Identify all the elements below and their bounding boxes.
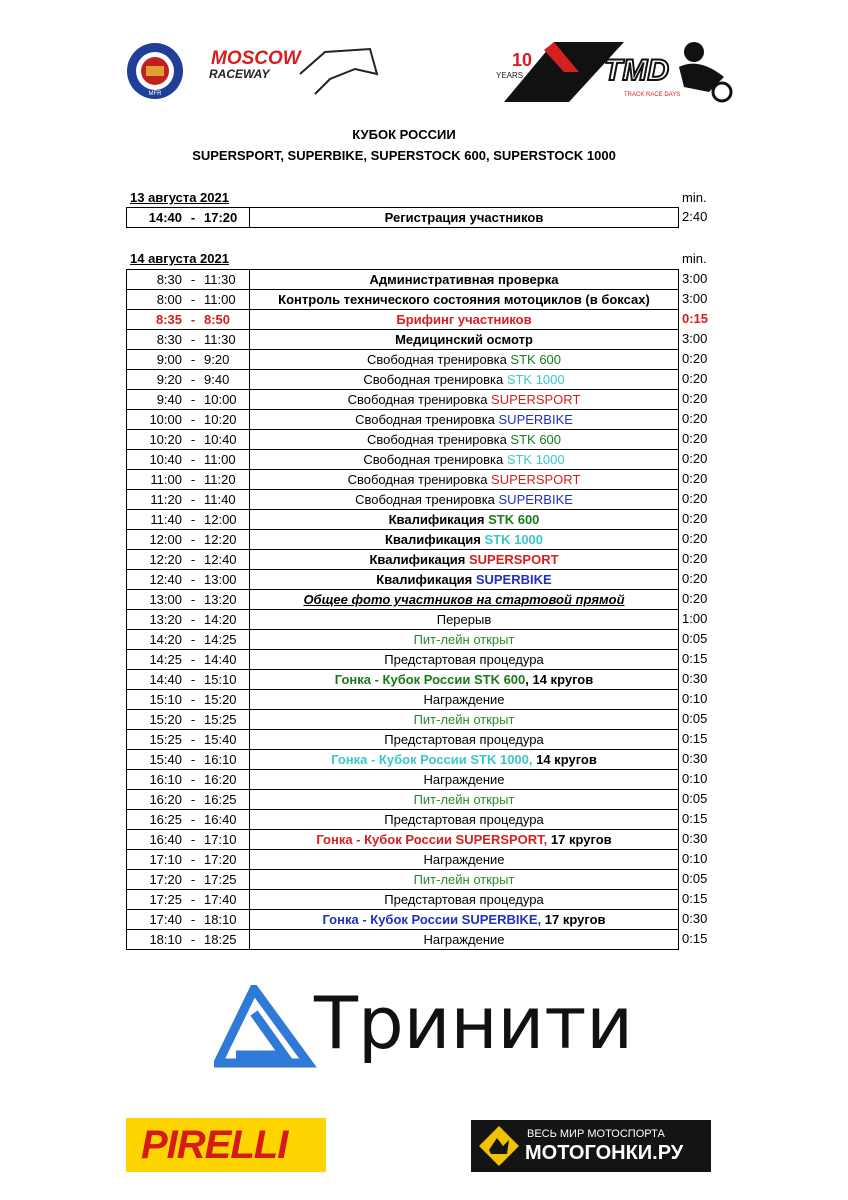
start-time: 16:40 — [149, 832, 182, 847]
event-text: Гонка - Кубок России SUPERBIKE, — [322, 912, 542, 927]
duration: 0:20 — [682, 571, 708, 586]
dash: - — [190, 292, 196, 307]
event: Административная проверка — [250, 270, 679, 290]
event-text: Квалификация — [369, 552, 469, 567]
start-time: 14:40 — [149, 672, 182, 687]
end-time: 9:20 — [204, 352, 230, 367]
end-time: 10:00 — [204, 392, 237, 407]
event — [250, 670, 679, 690]
start-time: 9:40 — [156, 392, 182, 407]
end-time: 15:40 — [204, 732, 237, 747]
event — [250, 570, 679, 590]
start-time: 15:25 — [149, 732, 182, 747]
event-text: Свободная тренировка — [363, 372, 507, 387]
day1-minutes — [682, 207, 742, 227]
event-category: STK 1000 — [506, 452, 565, 467]
end-time: 13:00 — [204, 572, 237, 587]
dash: - — [190, 592, 196, 607]
duration: 0:30 — [682, 911, 708, 926]
pirelli-logo — [126, 1118, 326, 1172]
table-row — [127, 350, 679, 370]
table-row — [127, 270, 679, 290]
end-time: 14:40 — [204, 652, 237, 667]
end-time: 14:20 — [204, 612, 237, 627]
start-time: 10:00 — [149, 412, 182, 427]
event-category: SUPERSPORT — [468, 552, 559, 567]
table-row — [127, 930, 679, 950]
end-time: 10:20 — [204, 412, 237, 427]
event: Перерыв — [250, 610, 679, 630]
table-row — [127, 830, 679, 850]
dash: - — [190, 892, 196, 907]
end-time: 9:40 — [204, 372, 230, 387]
event-category: STK 600 — [488, 512, 540, 527]
dash: - — [190, 532, 196, 547]
table-row — [127, 770, 679, 790]
duration: 2:40 — [682, 209, 708, 224]
start-time: 9:20 — [156, 372, 182, 387]
duration: 0:20 — [682, 531, 708, 546]
event — [250, 390, 679, 410]
duration: 0:30 — [682, 831, 708, 846]
start-time: 17:40 — [149, 912, 182, 927]
table-row — [127, 208, 679, 228]
event: Предстартовая процедура — [250, 890, 679, 910]
event: Награждение — [250, 930, 679, 950]
dash: - — [190, 752, 196, 767]
start-time: 15:20 — [149, 712, 182, 727]
start-time: 14:40 — [148, 210, 182, 225]
svg-text:10: 10 — [512, 50, 533, 70]
dash: - — [190, 572, 196, 587]
motogonki-wordmark: МОТОГОНКИ.РУ — [525, 1142, 684, 1164]
start-time: 18:10 — [149, 932, 182, 947]
event — [250, 830, 679, 850]
svg-text:MFR: MFR — [148, 91, 162, 97]
duration: 0:15 — [682, 891, 708, 906]
table-row — [127, 710, 679, 730]
tmd-logo — [494, 32, 739, 104]
duration: 0:30 — [682, 671, 708, 686]
event-category: SUPERBIKE — [498, 492, 573, 507]
dash: - — [190, 872, 196, 887]
dash: - — [190, 392, 196, 407]
duration: 0:05 — [682, 871, 708, 886]
table-row — [127, 630, 679, 650]
start-time: 12:40 — [149, 572, 182, 587]
event — [250, 450, 679, 470]
dash: - — [190, 932, 196, 947]
svg-text:TRACK RACE DAYS: TRACK RACE DAYS — [624, 92, 681, 98]
start-time: 12:00 — [149, 532, 182, 547]
event-text: Свободная тренировка — [355, 412, 499, 427]
event-category: STK 600 — [510, 352, 562, 367]
start-time: 13:20 — [149, 612, 182, 627]
dash: - — [190, 692, 196, 707]
svg-text:TMD: TMD — [604, 54, 669, 87]
duration: 0:10 — [682, 851, 708, 866]
table-row — [127, 310, 679, 330]
duration: 0:20 — [682, 391, 708, 406]
dash: - — [190, 612, 196, 627]
event: Пит-лейн открыт — [250, 870, 679, 890]
duration: 3:00 — [682, 271, 708, 286]
dash: - — [190, 372, 196, 387]
start-time: 10:40 — [149, 452, 182, 467]
svg-text:RACEWAY: RACEWAY — [209, 67, 270, 81]
event — [250, 490, 679, 510]
end-time: 11:30 — [204, 332, 236, 347]
end-time: 13:20 — [204, 592, 237, 607]
duration: 0:10 — [682, 691, 708, 706]
event: Предстартовая процедура — [250, 730, 679, 750]
start-time: 10:20 — [149, 432, 182, 447]
end-time: 11:00 — [204, 292, 236, 307]
duration: 0:20 — [682, 551, 708, 566]
event-text: Квалификация — [384, 532, 485, 547]
dash: - — [190, 472, 196, 487]
duration: 0:20 — [682, 431, 708, 446]
end-time: 16:25 — [204, 792, 237, 807]
event-category: STK 600 — [510, 432, 562, 447]
dash: - — [190, 512, 196, 527]
start-time: 17:20 — [149, 872, 182, 887]
duration: 0:15 — [682, 811, 708, 826]
end-time: 18:10 — [204, 912, 237, 927]
day2-minutes — [682, 269, 742, 949]
dash: - — [190, 632, 196, 647]
start-time: 14:20 — [149, 632, 182, 647]
end-time: 17:10 — [204, 832, 237, 847]
table-row — [127, 430, 679, 450]
day1-table — [126, 207, 679, 228]
duration: 3:00 — [682, 291, 708, 306]
start-time: 13:00 — [149, 592, 182, 607]
event: Медицинский осмотр — [250, 330, 679, 350]
start-time: 14:25 — [149, 652, 182, 667]
event: Предстартовая процедура — [250, 650, 679, 670]
table-row — [127, 590, 679, 610]
title-line2: SUPERSPORT, SUPERBIKE, SUPERSTOCK 600, SUPERSTOCK 1000 — [192, 148, 616, 163]
start-time: 11:20 — [150, 492, 182, 507]
motogonki-tagline: ВЕСЬ МИР МОТОСПОРТА — [527, 1128, 665, 1140]
table-row — [127, 450, 679, 470]
dash: - — [190, 352, 196, 367]
duration: 0:20 — [682, 591, 708, 606]
svg-text:MOSCOW: MOSCOW — [211, 48, 301, 69]
duration: 0:20 — [682, 511, 708, 526]
end-time: 17:25 — [204, 872, 237, 887]
duration: 1:00 — [682, 611, 708, 626]
table-row — [127, 750, 679, 770]
dash: - — [190, 332, 196, 347]
duration: 0:30 — [682, 751, 708, 766]
event — [250, 350, 679, 370]
event: Брифинг участников — [250, 310, 679, 330]
table-row — [127, 870, 679, 890]
table-row — [127, 610, 679, 630]
event-category: 17 кругов — [547, 832, 612, 847]
event-category: 17 кругов — [541, 912, 606, 927]
duration: 0:15 — [682, 651, 708, 666]
event-text: Свободная тренировка — [366, 352, 511, 367]
start-time: 8:30 — [156, 272, 182, 287]
table-row — [127, 390, 679, 410]
start-time: 12:20 — [149, 552, 182, 567]
event-category: SUPERSPORT — [491, 392, 581, 407]
duration: 0:15 — [682, 931, 708, 946]
event: Предстартовая процедура — [250, 810, 679, 830]
table-row — [127, 730, 679, 750]
table-row — [127, 410, 679, 430]
end-time: 11:40 — [204, 492, 236, 507]
duration: 0:20 — [682, 351, 708, 366]
start-time: 11:00 — [150, 472, 182, 487]
duration: 0:15 — [682, 311, 709, 326]
dash: - — [190, 492, 196, 507]
event-text: Свободная тренировка — [366, 432, 511, 447]
table-row — [127, 650, 679, 670]
dash: - — [190, 210, 196, 225]
event-category: SUPERSPORT — [491, 472, 581, 487]
table-row — [127, 670, 679, 690]
dash: - — [190, 432, 196, 447]
start-time: 17:25 — [149, 892, 182, 907]
day2-date: 14 августа 2021 — [130, 251, 229, 266]
event-text: Гонка - Кубок России STK 1000, — [331, 752, 533, 767]
event-category: STK 1000 — [506, 372, 565, 387]
start-time: 8:35 — [155, 312, 182, 327]
end-time: 12:20 — [204, 532, 237, 547]
event — [250, 430, 679, 450]
event-category: STK 1000 — [484, 532, 544, 547]
start-time: 9:00 — [156, 352, 182, 367]
event — [250, 510, 679, 530]
end-time: 16:20 — [204, 772, 237, 787]
event: Награждение — [250, 690, 679, 710]
end-time: 12:00 — [204, 512, 237, 527]
end-time: 10:40 — [204, 432, 237, 447]
table-row — [127, 330, 679, 350]
end-time: 11:30 — [204, 272, 236, 287]
pirelli-wordmark: PIRELLI — [141, 1123, 288, 1167]
end-time: 16:10 — [204, 752, 237, 767]
start-time: 15:40 — [149, 752, 182, 767]
svg-text:YEARS: YEARS — [496, 71, 524, 80]
event: Пит-лейн открыт — [250, 710, 679, 730]
start-time: 8:30 — [156, 332, 182, 347]
dash: - — [190, 712, 196, 727]
event — [250, 410, 679, 430]
moscow-raceway-logo — [205, 44, 380, 96]
duration: 0:15 — [682, 731, 708, 746]
event-text: Свободная тренировка — [355, 492, 499, 507]
end-time: 15:20 — [204, 692, 237, 707]
end-time: 11:20 — [204, 472, 236, 487]
end-time: 18:25 — [204, 932, 237, 947]
dash: - — [190, 772, 196, 787]
event — [250, 530, 679, 550]
end-time: 15:25 — [204, 712, 237, 727]
trinity-wordmark: Тринити — [314, 981, 634, 1065]
event — [250, 370, 679, 390]
dash: - — [190, 852, 196, 867]
dash: - — [190, 792, 196, 807]
duration: 0:20 — [682, 411, 708, 426]
dash: - — [190, 732, 196, 747]
table-row — [127, 290, 679, 310]
event-text: Свободная тренировка — [347, 472, 492, 487]
event — [250, 910, 679, 930]
end-time: 12:40 — [204, 552, 237, 567]
title-line1: КУБОК РОССИИ — [352, 127, 456, 142]
duration: 3:00 — [682, 331, 708, 346]
table-row — [127, 510, 679, 530]
duration: 0:10 — [682, 771, 708, 786]
dash: - — [190, 312, 196, 327]
start-time: 8:00 — [156, 292, 182, 307]
table-row — [127, 810, 679, 830]
day2-table — [126, 269, 679, 950]
end-time: 16:40 — [204, 812, 237, 827]
dash: - — [190, 412, 196, 427]
dash: - — [190, 832, 196, 847]
table-row — [127, 370, 679, 390]
duration: 0:20 — [682, 491, 708, 506]
start-time: 16:20 — [149, 792, 182, 807]
table-row — [127, 570, 679, 590]
duration: 0:20 — [682, 451, 708, 466]
dash: - — [190, 272, 196, 287]
event-text: Квалификация — [388, 512, 489, 527]
duration: 0:05 — [682, 631, 708, 646]
end-time: 8:50 — [204, 312, 231, 327]
dash: - — [190, 552, 196, 567]
event-text: Гонка - Кубок России SUPERSPORT, — [316, 832, 548, 847]
end-time: 15:10 — [204, 672, 237, 687]
table-row — [127, 490, 679, 510]
motogonki-logo — [471, 1120, 711, 1172]
event: Регистрация участников — [250, 208, 679, 228]
start-time: 16:10 — [149, 772, 182, 787]
event — [250, 470, 679, 490]
table-row — [127, 470, 679, 490]
end-time: 17:20 — [204, 852, 237, 867]
event: Общее фото участников на стартовой прямой — [250, 590, 679, 610]
duration: 0:20 — [682, 471, 708, 486]
duration: 0:20 — [682, 371, 708, 386]
event: Пит-лейн открыт — [250, 630, 679, 650]
table-row — [127, 850, 679, 870]
start-time: 17:10 — [149, 852, 182, 867]
start-time: 15:10 — [149, 692, 182, 707]
dash: - — [190, 912, 196, 927]
event-text: Квалификация — [376, 572, 476, 587]
dash: - — [190, 452, 196, 467]
event-category: SUPERBIKE — [498, 412, 573, 427]
table-row — [127, 890, 679, 910]
mfr-logo — [126, 42, 184, 100]
duration: 0:05 — [682, 791, 708, 806]
end-time: 14:25 — [204, 632, 237, 647]
start-time: 11:40 — [150, 512, 182, 527]
duration: 0:05 — [682, 711, 708, 726]
event: Награждение — [250, 770, 679, 790]
event-text: Свободная тренировка — [347, 392, 492, 407]
event-category: SUPERBIKE — [475, 572, 552, 587]
dash: - — [190, 672, 196, 687]
dash: - — [190, 652, 196, 667]
event-text: Свободная тренировка — [363, 452, 507, 467]
event: Пит-лейн открыт — [250, 790, 679, 810]
event: Контроль технического состояния мотоциклов (в боксах) — [250, 290, 679, 310]
event — [250, 750, 679, 770]
dash: - — [190, 812, 196, 827]
table-row — [127, 550, 679, 570]
table-row — [127, 790, 679, 810]
event-category: 14 кругов — [532, 752, 597, 767]
event-text: Гонка - Кубок России STK 600 — [334, 672, 526, 687]
end-time: 11:00 — [204, 452, 236, 467]
event — [250, 550, 679, 570]
table-row — [127, 530, 679, 550]
end-time: 17:20 — [204, 210, 238, 225]
end-time: 17:40 — [204, 892, 237, 907]
day1-date: 13 августа 2021 — [130, 190, 229, 205]
table-row — [127, 910, 679, 930]
start-time: 16:25 — [149, 812, 182, 827]
event: Награждение — [250, 850, 679, 870]
trinity-logo — [214, 981, 634, 1069]
day1-min-label: min. — [682, 190, 707, 205]
table-row — [127, 690, 679, 710]
day2-min-label: min. — [682, 251, 707, 266]
event-category: , 14 кругов — [525, 672, 594, 687]
